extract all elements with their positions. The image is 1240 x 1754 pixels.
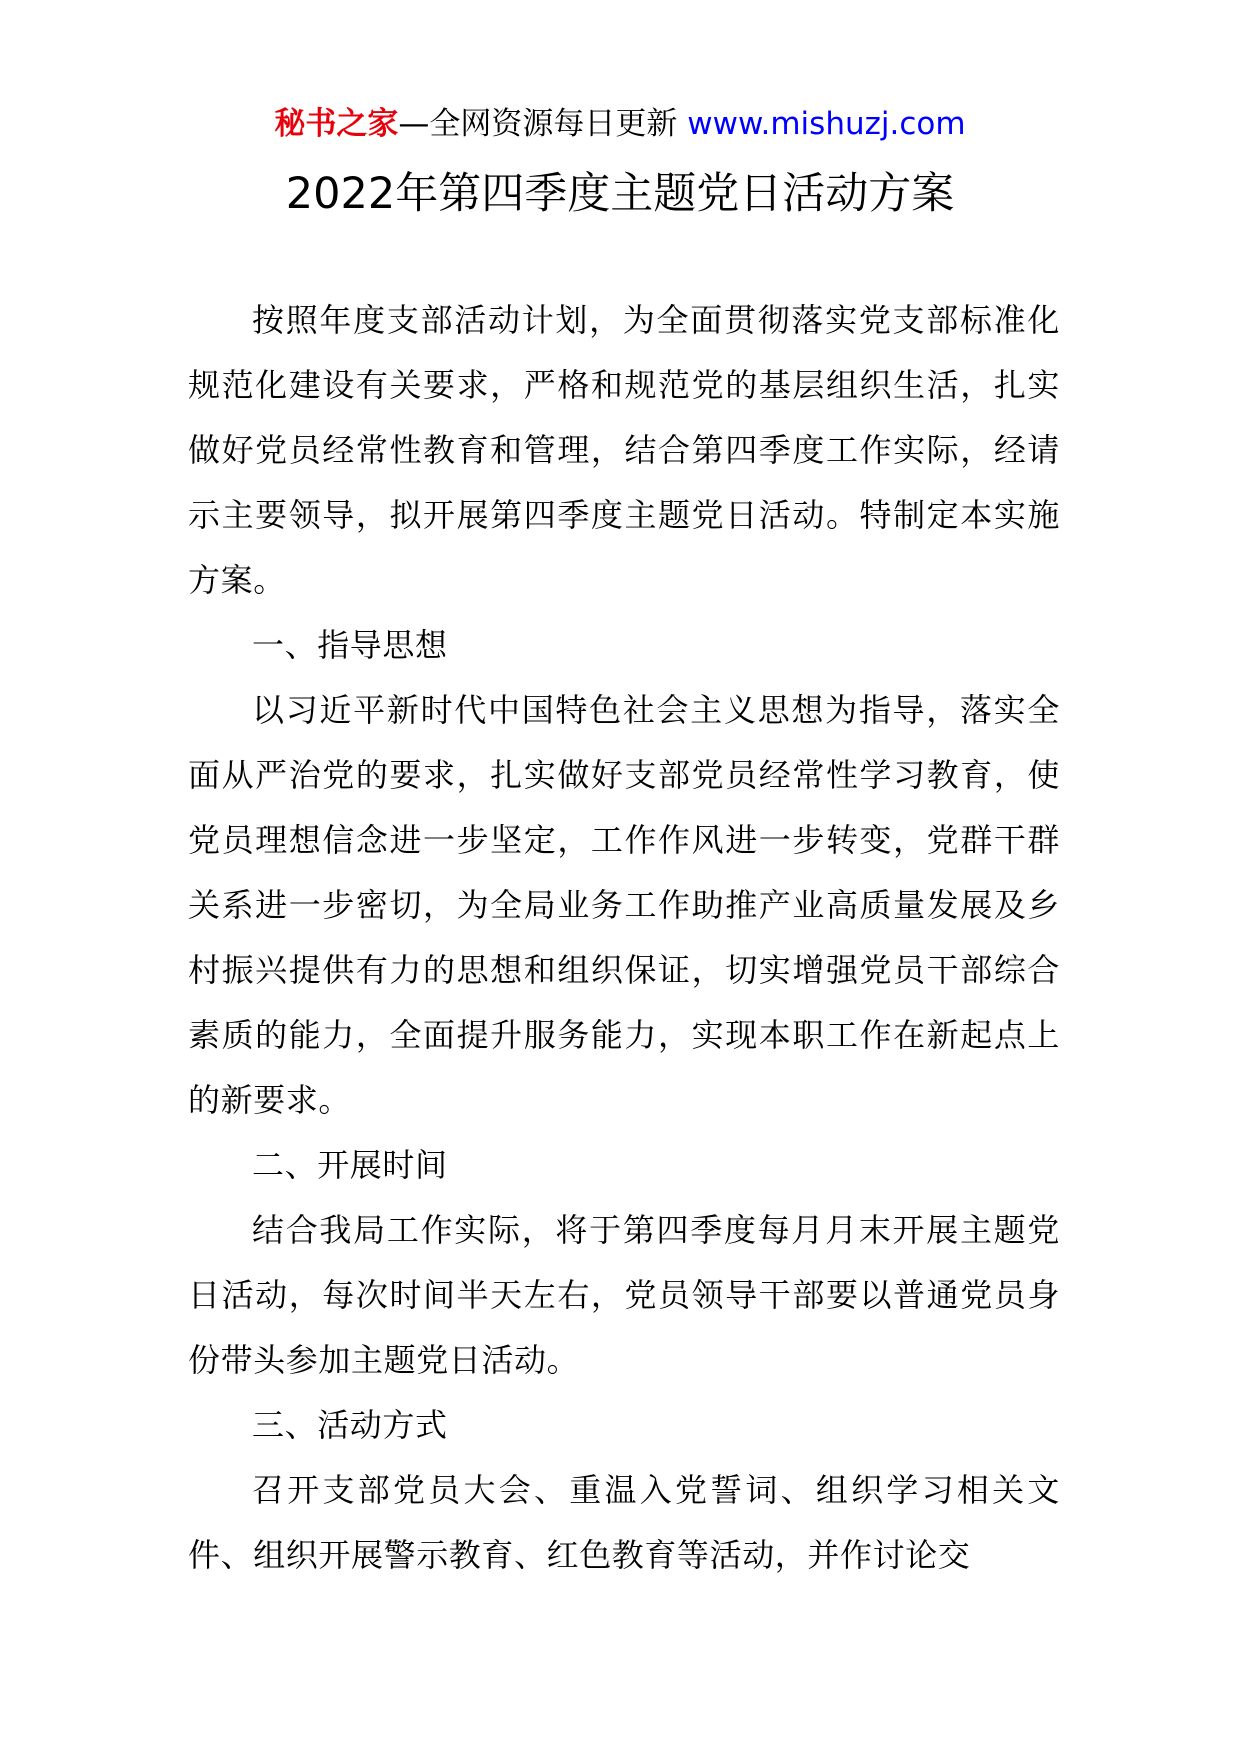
section-heading-schedule: 二、开展时间 xyxy=(252,1146,448,1184)
site-header xyxy=(0,102,1240,146)
site-url-link[interactable]: www.mishuzj.com xyxy=(687,106,966,142)
intro-paragraph: 按照年度支部活动计划，为全面贯彻落实党支部标准化规范化建设有关要求，严格和规范党的基层组织生活，扎实做好党员经常性教育和管理，结合第四季度工作实际，经请示主要领导，拟开展第四季度主题党日活动。特制定本实施方案。 xyxy=(188,301,1060,599)
section-heading-activity-format: 三、活动方式 xyxy=(252,1406,448,1444)
site-brand: 秘书之家 xyxy=(274,106,399,142)
document-body xyxy=(188,288,1060,1588)
section-heading-guiding-thought: 一、指导思想 xyxy=(252,626,448,664)
site-tagline: —全网资源每日更新 xyxy=(398,106,688,142)
section-text-guiding-thought: 以习近平新时代中国特色社会主义思想为指导，落实全面从严治党的要求，扎实做好支部党员经常性学习教育，使党员理想信念进一步坚定，工作作风进一步转变，党群干群关系进一步密切，为全局业务工作助推产业高质量发展及乡村振兴提供有力的思想和组织保证，切实增强党员干部综合素质的能力，全面提升服务能力，实现本职工作在新起点上的新要求。 xyxy=(188,691,1060,1119)
section-text-activity-format: 召开支部党员大会、重温入党誓词、组织学习相关文件、组织开展警示教育、红色教育等活动，并作讨论交 xyxy=(188,1471,1060,1574)
section-text-schedule: 结合我局工作实际，将于第四季度每月月末开展主题党日活动，每次时间半天左右，党员领导干部要以普通党员身份带头参加主题党日活动。 xyxy=(188,1211,1060,1379)
document-title: 2022年第四季度主题党日活动方案 xyxy=(285,169,955,219)
